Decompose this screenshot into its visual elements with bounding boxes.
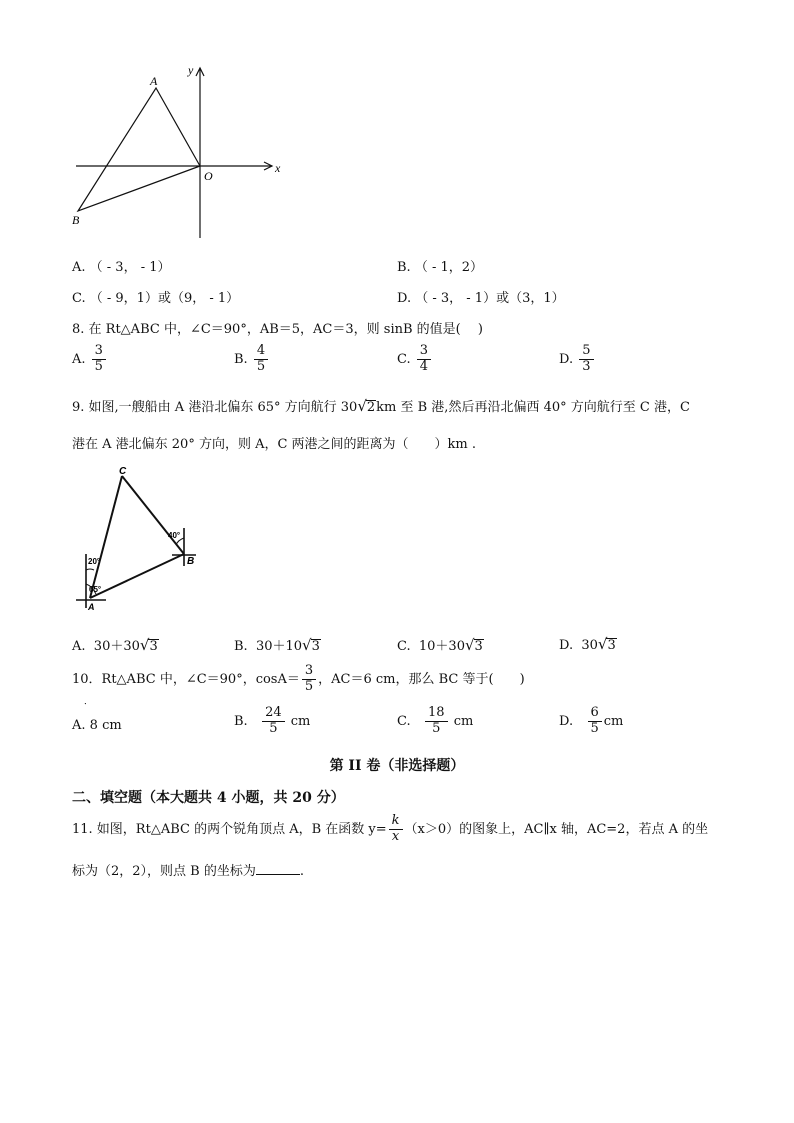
q9-option-d [559, 635, 617, 653]
q9-navigation-figure [72, 462, 212, 612]
q9-line1-radicand: 2 [366, 400, 376, 415]
q9-line1-start: 9. 如图,一艘船由 A 港沿北偏东 65° 方向航行 30 [72, 400, 358, 415]
q10-option-c-num: 18 [425, 706, 448, 722]
q8-option-b-label: B. [234, 351, 248, 367]
q10-option-d-label: D. [559, 713, 574, 729]
q10-option-a-label: A. [72, 718, 86, 733]
q8-option-c-den: 4 [419, 358, 429, 374]
q10-option-c-den: 5 [432, 720, 441, 736]
q10-option-b-num: 24 [262, 706, 285, 722]
q10-fraction-num: 3 [302, 664, 316, 680]
q9-label-A: A [88, 602, 95, 612]
point-label-B: B [72, 213, 80, 227]
q9-option-b [234, 635, 321, 654]
q8-option-b-den: 5 [256, 358, 266, 374]
q7-option-c: C. （ - 9，1）或（9， - 1） [72, 291, 240, 306]
q9-label-C: C [119, 466, 127, 477]
q9-label-B: B [187, 556, 195, 567]
q10-option-c-unit: cm [453, 713, 474, 729]
q11-fraction [389, 814, 403, 845]
q7-option-b: B. （ - 1，2） [397, 260, 484, 275]
q8-option-c-num: 3 [417, 344, 431, 360]
q9-option-b-radicand: 3 [311, 639, 320, 654]
q10-dot: ． [84, 697, 94, 707]
q9-option-c-expr: 10＋30 [418, 639, 465, 654]
angle-arc-20 [86, 569, 94, 570]
section-title: 第 II 卷（非选择题） [329, 758, 465, 774]
triangle-AOB [78, 88, 200, 211]
q10-option-c [397, 706, 473, 737]
q8-option-a-fraction [92, 344, 106, 375]
coordinate-figure [60, 58, 300, 248]
q11-line2 [72, 860, 304, 879]
q10-option-b [234, 706, 310, 737]
q8-option-d-fraction [579, 344, 593, 375]
sqrt-symbol: √ [357, 397, 367, 415]
q8-option-a [72, 344, 108, 375]
q8-option-c [397, 344, 433, 375]
q10-option-d-fraction [588, 706, 602, 737]
axis-label-x: x [275, 161, 281, 175]
q11-fraction-den: x [391, 828, 400, 844]
q8-stem: 8. 在 Rt△ABC 中，∠C＝90°，AB＝5，AC＝3，则 sinB 的值是( ) [72, 322, 483, 337]
q9-line1 [72, 396, 690, 415]
q10-option-b-den: 5 [269, 720, 278, 736]
q8-option-d [559, 344, 596, 375]
q11-line2-end: . [299, 864, 305, 879]
q10-option-b-label: B. [234, 713, 248, 729]
q10-option-a [72, 718, 122, 733]
q11-line1 [72, 814, 708, 845]
sqrt-symbol: √ [597, 635, 608, 653]
q9-option-a-label: A. [72, 639, 86, 654]
q9-option-a [72, 635, 159, 654]
q8-option-d-label: D. [559, 351, 574, 367]
q9-option-a-radicand: 3 [149, 639, 158, 654]
q11-line2-start: 标为（2，2），则点 B 的坐标为 [72, 864, 256, 879]
q8-option-b-fraction [254, 344, 268, 375]
q9-angle-20: 20° [88, 557, 101, 566]
q8-option-c-fraction [417, 344, 431, 375]
q8-option-a-label: A. [72, 351, 86, 367]
q10-option-c-fraction [425, 706, 448, 737]
q9-line1-end: km 至 B 港,然后再沿北偏西 40° 方向航行至 C 港，C [376, 400, 690, 415]
segment-AC [90, 476, 122, 598]
q9-option-d-radicand: 3 [607, 638, 616, 653]
q10-stem-end: ，AC＝6 cm，那么 BC 等于( ) [318, 671, 525, 687]
q9-angle-40: 40° [168, 531, 181, 540]
q10-option-d-unit: cm [603, 713, 624, 729]
q9-option-c [397, 635, 484, 654]
q9-angle-65: 65° [89, 585, 102, 594]
q10-option-d [559, 706, 623, 737]
q8-option-b [234, 344, 270, 375]
answer-blank[interactable] [256, 861, 300, 875]
q10-option-b-unit: cm [290, 713, 311, 729]
sqrt-symbol: √ [302, 636, 312, 654]
q9-option-a-expr: 30＋30 [93, 639, 140, 654]
q8-option-b-num: 4 [254, 344, 268, 360]
point-label-O: O [204, 169, 213, 183]
q9-line2: 港在 A 港北偏东 20° 方向，则 A，C 两港之间的距离为（ ）km . [72, 437, 477, 452]
q10-option-d-num: 6 [588, 706, 602, 722]
q10-fraction-den: 5 [304, 678, 314, 694]
segment-CB [122, 476, 184, 554]
sqrt-symbol: √ [464, 636, 475, 654]
q10-option-c-label: C. [397, 713, 411, 729]
point-label-A: A [150, 74, 158, 88]
q8-option-d-num: 5 [579, 344, 593, 360]
q8-option-c-label: C. [397, 351, 411, 367]
q9-option-d-label: D. [559, 638, 574, 653]
q9-option-c-label: C. [397, 639, 411, 654]
q8-option-a-den: 5 [94, 358, 103, 374]
q10-option-d-den: 5 [590, 720, 599, 736]
q10-stem-start: 10．Rt△ABC 中，∠C＝90°，cosA＝ [72, 671, 300, 687]
coordinate-figure-svg [60, 58, 300, 248]
q9-option-b-label: B. [234, 639, 248, 654]
q10-fraction [302, 664, 316, 695]
q10-stem [72, 664, 525, 695]
q9-option-c-radicand: 3 [474, 639, 483, 654]
q9-navigation-svg [72, 462, 212, 612]
segment-AB [90, 554, 184, 598]
q10-option-a-text: 8 cm [89, 718, 122, 733]
q8-option-d-den: 3 [582, 358, 591, 374]
q9-option-d-expr: 30 [581, 638, 598, 653]
q11-fraction-num: k [389, 814, 403, 830]
q11-line1-end: （x＞0）的图象上，AC∥x 轴，AC=2，若点 A 的坐 [404, 821, 709, 837]
sqrt-symbol: √ [139, 636, 150, 654]
q7-option-d: D. （ - 3， - 1）或（3，1） [397, 291, 565, 306]
q8-option-a-num: 3 [92, 344, 106, 360]
part2-header: 二、填空题（本大题共 4 小题，共 20 分） [72, 790, 345, 806]
q7-option-a: A. （ - 3， - 1） [72, 260, 171, 275]
q11-line1-start: 11. 如图，Rt△ABC 的两个锐角顶点 A，B 在函数 y= [72, 821, 387, 837]
axis-label-y: y [188, 63, 194, 77]
q9-option-b-expr: 30＋10 [255, 639, 303, 654]
q10-option-b-fraction [262, 706, 285, 737]
